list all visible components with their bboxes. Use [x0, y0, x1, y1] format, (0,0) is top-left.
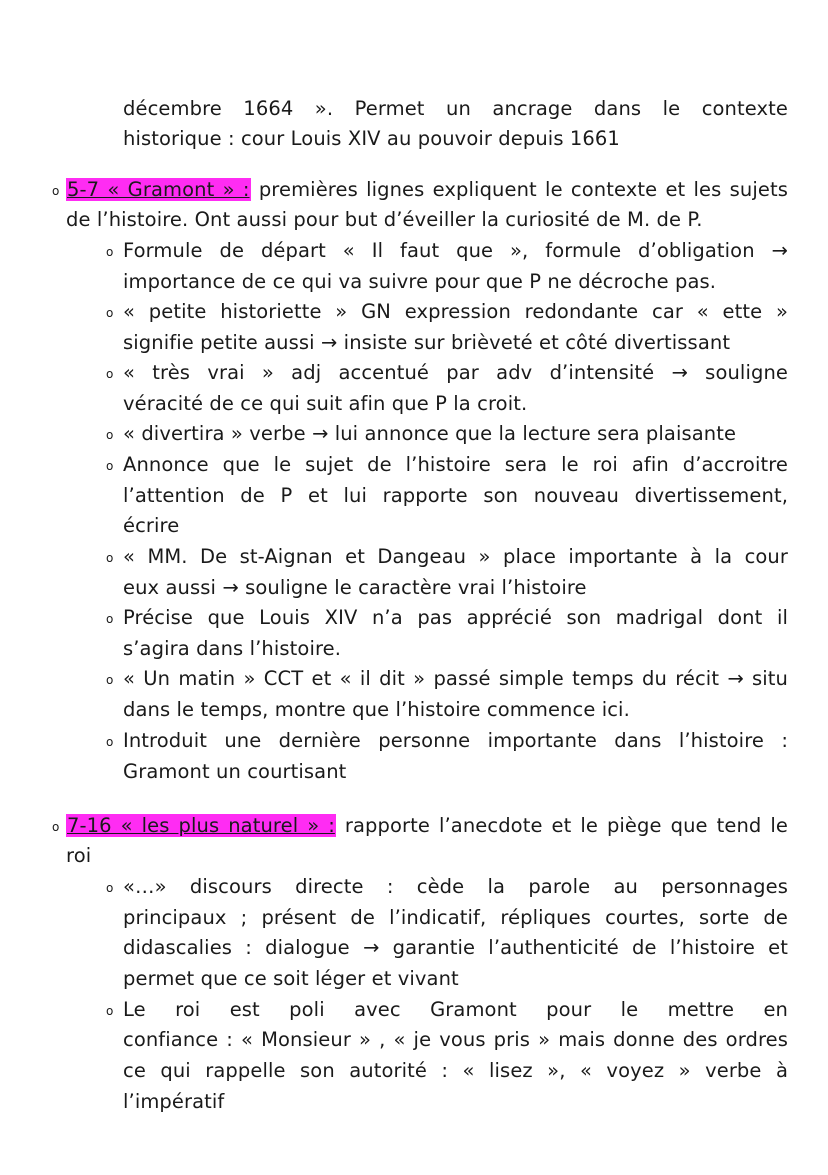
list-item-line: dans le temps, montre que l’histoire commence ici.	[123, 698, 630, 721]
list-item-line: écrire	[123, 514, 180, 537]
sub-bullet: o	[106, 551, 114, 565]
list-item-line: « MM. De st-Aignan et Dangeau » place importante à la cour	[123, 545, 788, 568]
list-item-line: véracité de ce qui suit afin que P la croit.	[123, 392, 528, 415]
sub-bullet: o	[106, 245, 114, 259]
section-bullet: o	[52, 184, 60, 198]
list-item-line: Annonce que le sujet de l’histoire sera le roi afin d’accroitre	[123, 453, 788, 476]
list-item-line: importance de ce qui va suivre pour que P ne décroche pas.	[123, 270, 717, 293]
section1-heading-line-2: de l’histoire. Ont aussi pour but d’éveiller la curiosité de M. de P.	[66, 208, 703, 231]
list-item-line: Le roi est poli avec Gramont pour le mettre en	[123, 998, 788, 1021]
sub-bullet: o	[106, 428, 114, 442]
list-item-line: Introduit une dernière personne importante dans l’histoire :	[123, 729, 788, 752]
list-item-line: «…» discours directe : cède la parole au personnages	[123, 875, 788, 898]
list-item-line: Gramont un courtisant	[123, 760, 347, 783]
section1-heading-rest: premières lignes expliquent le contexte et les sujets	[250, 178, 788, 201]
sub-bullet: o	[106, 881, 114, 895]
list-item-line: Précise que Louis XIV n’a pas apprécié son madrigal dont il	[123, 606, 788, 629]
intro-line-2: historique : cour Louis XIV au pouvoir depuis 1661	[123, 127, 620, 150]
list-item-line: signifie petite aussi → insiste sur brièveté et côté divertissant	[123, 331, 731, 354]
section2-highlight: 7-16 « les plus naturel » :	[67, 814, 335, 837]
intro-line-1: décembre 1664 ». Permet un ancrage dans le contexte	[123, 97, 788, 120]
list-item-line: confiance : « Monsieur » , « je vous pris » mais donne des ordres	[123, 1028, 788, 1051]
section-bullet: o	[52, 820, 60, 834]
list-item-line: principaux ; présent de l’indicatif, répliques courtes, sorte de	[123, 906, 788, 929]
list-item-line: s’agira dans l’histoire.	[123, 637, 342, 660]
section2-heading-rest: rapporte l’anecdote et le piège que tend le	[335, 814, 788, 837]
list-item-line: permet que ce soit léger et vivant	[123, 967, 459, 990]
sub-bullet: o	[106, 459, 114, 473]
sub-bullet: o	[106, 367, 114, 381]
sub-bullet: o	[106, 673, 114, 687]
sub-bullet: o	[106, 612, 114, 626]
list-item-line: l’attention de P et lui rapporte son nouveau divertissement,	[123, 484, 788, 507]
list-item-line: l’impératif	[123, 1090, 225, 1113]
list-item-line: didascalies : dialogue → garantie l’authenticité de l’histoire et	[123, 936, 788, 959]
section1-highlight: 5-7 « Gramont » :	[67, 178, 250, 201]
list-item-line: « Un matin » CCT et « il dit » passé simple temps du récit → situ	[123, 667, 788, 690]
sub-bullet: o	[106, 1004, 114, 1018]
list-item-line: eux aussi → souligne le caractère vrai l’histoire	[123, 576, 587, 599]
list-item-line: « petite historiette » GN expression redondante car « ette »	[123, 300, 788, 323]
list-item-line: « très vrai » adj accentué par adv d’intensité → souligne	[123, 361, 788, 384]
list-item-line: ce qui rappelle son autorité : « lisez », « voyez » verbe à	[123, 1059, 788, 1082]
section1-heading-line-1	[66, 175, 788, 206]
list-item-line: « divertira » verbe → lui annonce que la lecture sera plaisante	[123, 422, 737, 445]
section2-heading-line-1	[66, 811, 788, 842]
list-item-line: Formule de départ « Il faut que », formule d’obligation →	[123, 239, 788, 262]
section2-heading-line-2: roi	[66, 844, 92, 867]
sub-bullet: o	[106, 735, 114, 749]
sub-bullet: o	[106, 306, 114, 320]
